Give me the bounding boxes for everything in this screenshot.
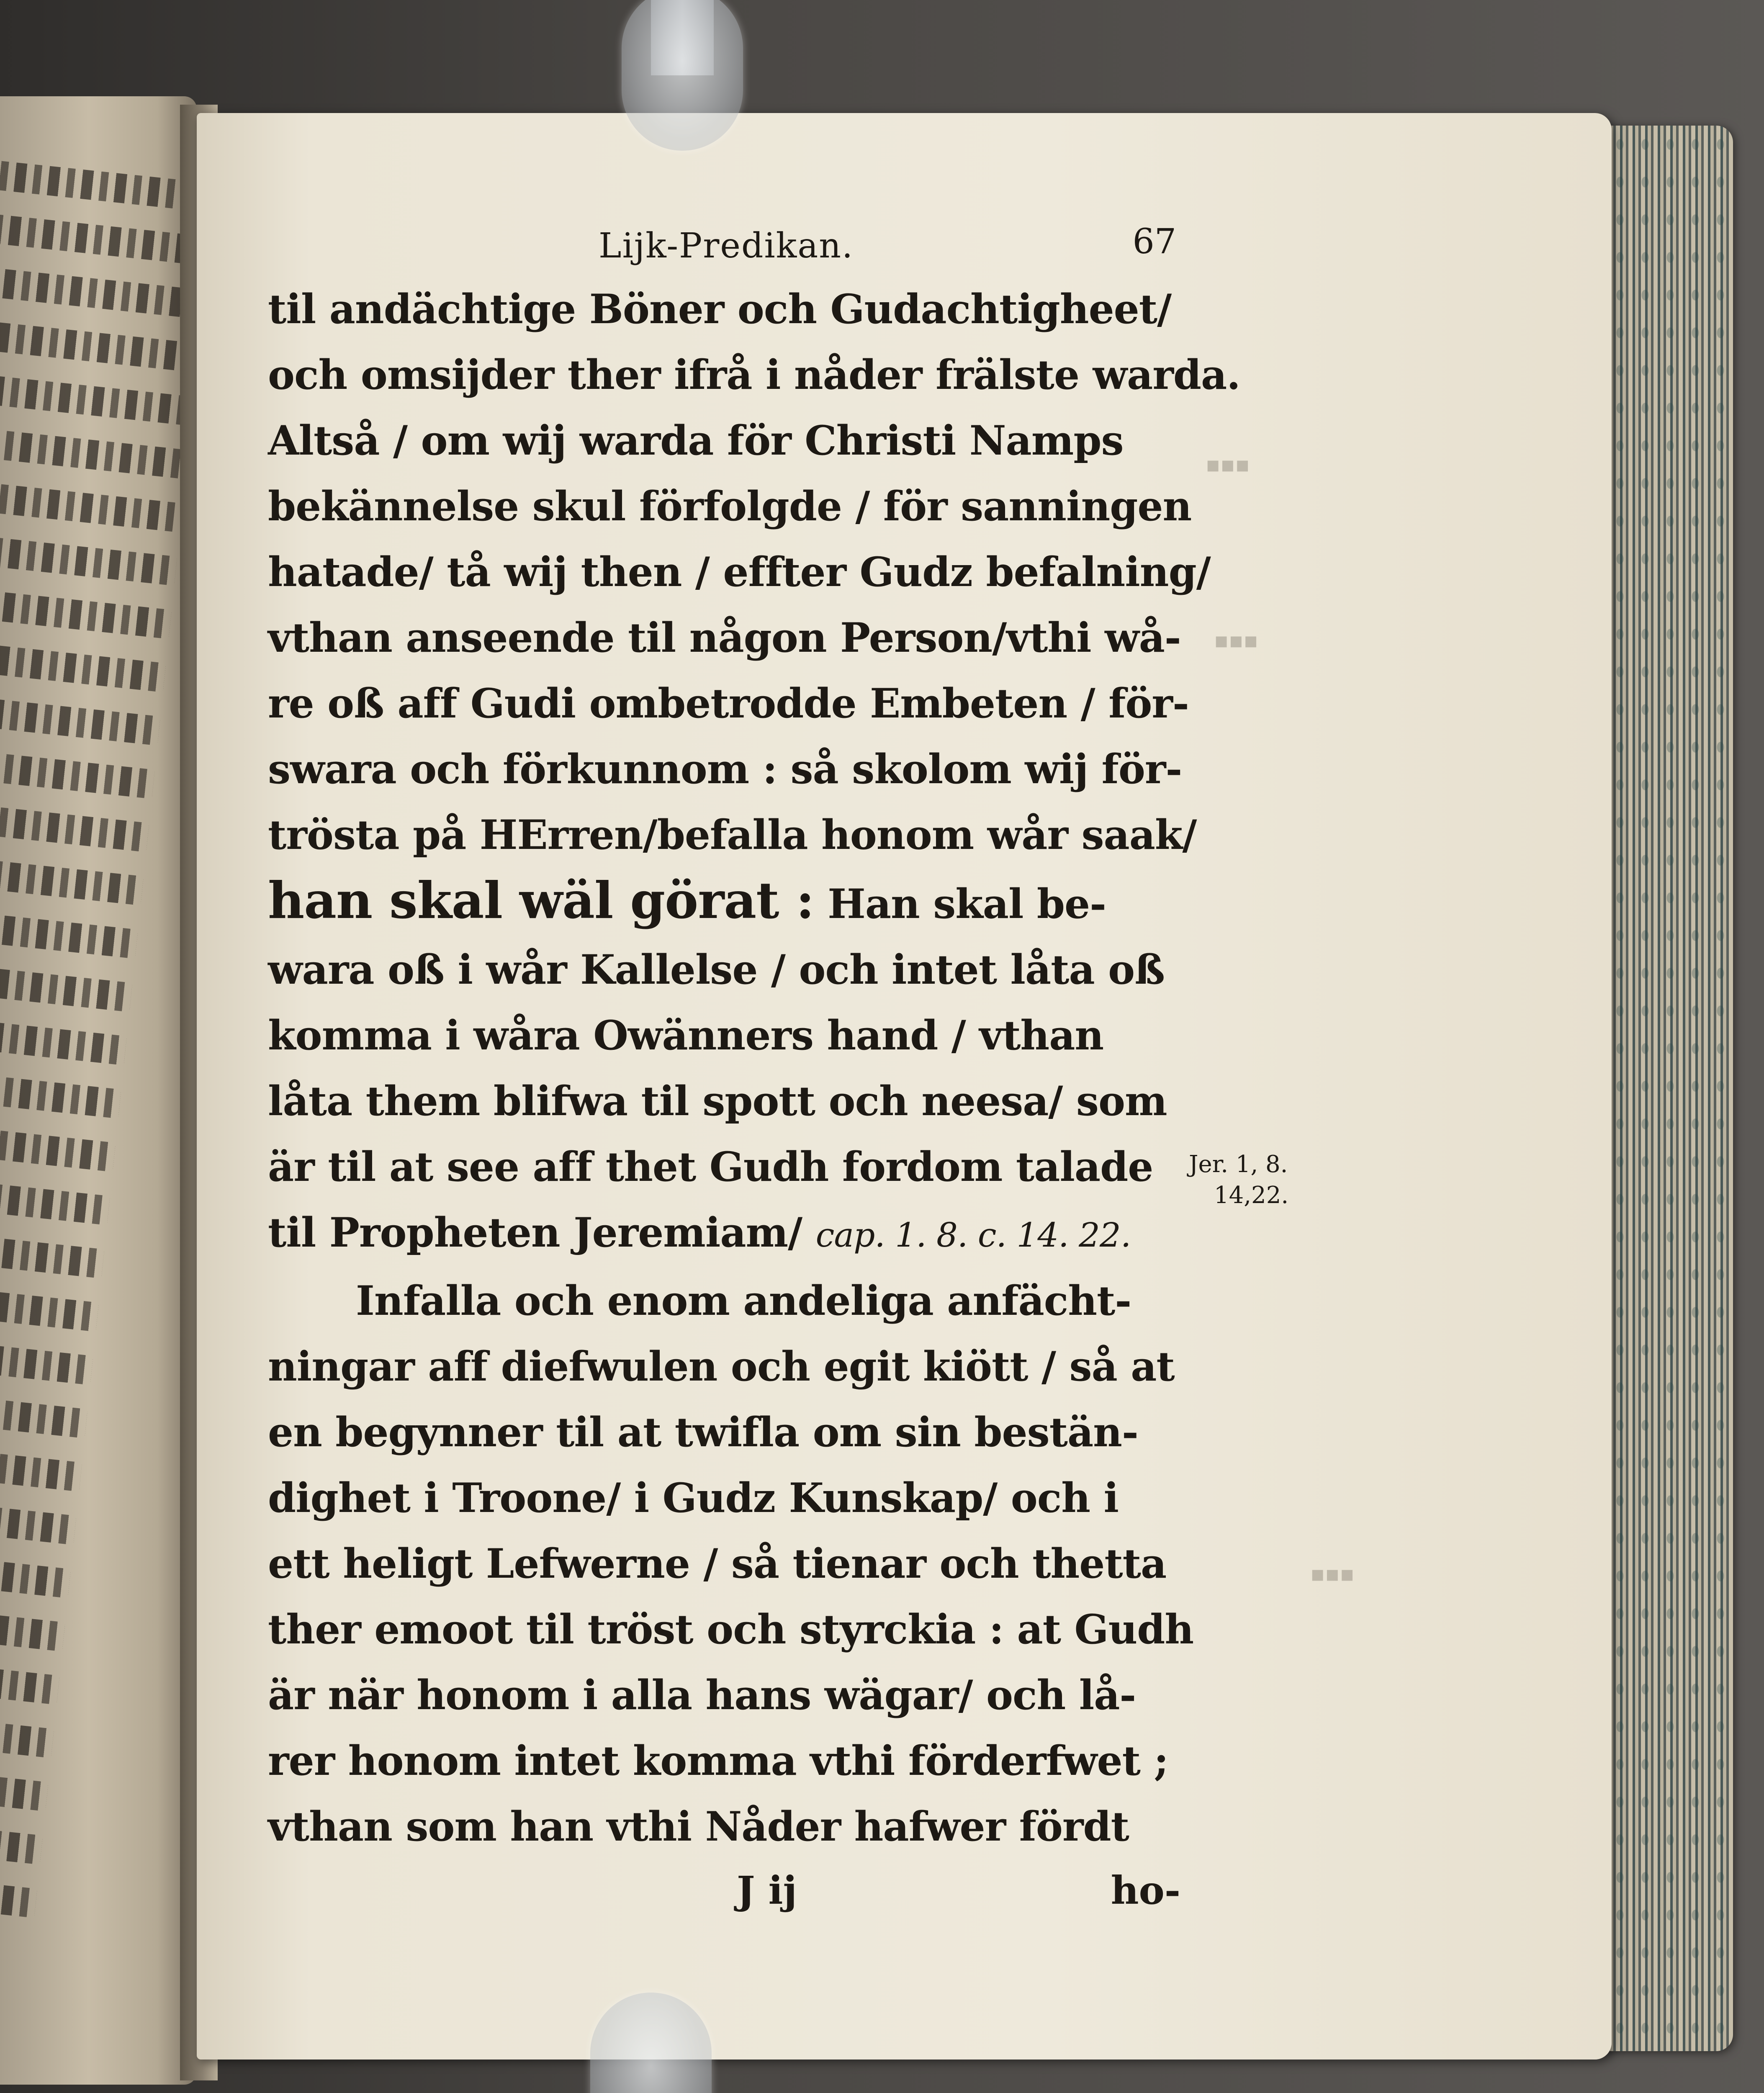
- running-title: Lijk-Predikan.: [599, 226, 854, 266]
- text-line: vthan anseende til någon Person/vthi wå-: [268, 614, 1181, 661]
- text-line: trösta på HErren/befalla honom wår saak/: [268, 811, 1197, 859]
- text-line: ningar aff diefwulen och egit kiött / så at: [268, 1343, 1175, 1390]
- page-number: 67: [1132, 222, 1176, 262]
- text-line: swara och förkunnom : så skolom wij för-: [268, 746, 1182, 793]
- marginal-note-line-2: 14,22.: [1214, 1182, 1289, 1209]
- page-footer: [268, 1859, 1180, 1926]
- text-line: är när honom i alla hans wägar/ och lå-: [268, 1671, 1136, 1719]
- text-line: re oß aff Gudi ombetrodde Embeten / för-: [268, 680, 1189, 727]
- page-header: [268, 218, 1180, 276]
- paragraph-first-line: Infalla och enom andeliga anfächt-: [356, 1277, 1131, 1324]
- show-through-mark: ▪▪▪: [1206, 452, 1250, 477]
- scripture-reference: cap. 1. 8. c. 14. 22.: [815, 1216, 1131, 1255]
- show-through-mark: ▪▪▪: [1310, 1561, 1355, 1586]
- catchword: ho-: [1111, 1868, 1180, 1913]
- text-line: och omsijder ther ifrå i nåder frälste warda.: [268, 351, 1240, 399]
- citation-line-text: til Propheten Jeremiam/: [268, 1209, 816, 1256]
- text-line: vthan som han vthi Nåder hafwer fördt: [268, 1803, 1129, 1850]
- text-line: låta them blifwa til spott och neesa/ som: [268, 1077, 1167, 1125]
- text-line: rer honom intet komma vthi förderfwet ;: [268, 1737, 1168, 1784]
- book-clamp-top: [622, 0, 743, 151]
- text-line: ett heligt Lefwerne / så tienar och thetta: [268, 1540, 1167, 1587]
- marginal-note: [1189, 1149, 1288, 1211]
- text-line: en begynner til at twifla om sin bestän-: [268, 1409, 1138, 1456]
- text-line: dighet i Troone/ i Gudz Kunskap/ och i: [268, 1474, 1119, 1522]
- text-line: Altså / om wij warda för Christi Namps: [268, 417, 1124, 464]
- text-line: wara oß i wår Kallelse / och intet låta oß: [268, 946, 1165, 993]
- text-line: bekännelse skul förfolgde / för sanningen: [268, 483, 1192, 530]
- text-line: komma i wåra Owänners hand / vthan: [268, 1012, 1104, 1059]
- text-line: til andächtige Böner och Gudachtigheet/: [268, 285, 1172, 333]
- emphasis-line: [268, 868, 1180, 937]
- emphasis-line-rest: Han skal be-: [814, 880, 1106, 928]
- left-page-text-fragments: [0, 159, 197, 1942]
- text-line: är til at see aff thet Gudh fordom talade: [268, 1143, 1153, 1190]
- show-through-mark: ▪▪▪: [1214, 628, 1258, 653]
- text-line: ther emoot til tröst och styrckia : at Gudh: [268, 1606, 1194, 1653]
- marginal-note-line-1: Jer. 1, 8.: [1189, 1151, 1288, 1178]
- text-line: hatade/ tå wij then / effter Gudz befalning/: [268, 548, 1211, 596]
- signature-mark: J ij: [737, 1868, 797, 1913]
- citation-line: [268, 1200, 1180, 1268]
- emphasized-phrase: han skal wäl görat :: [268, 871, 814, 930]
- left-page: [0, 96, 197, 2085]
